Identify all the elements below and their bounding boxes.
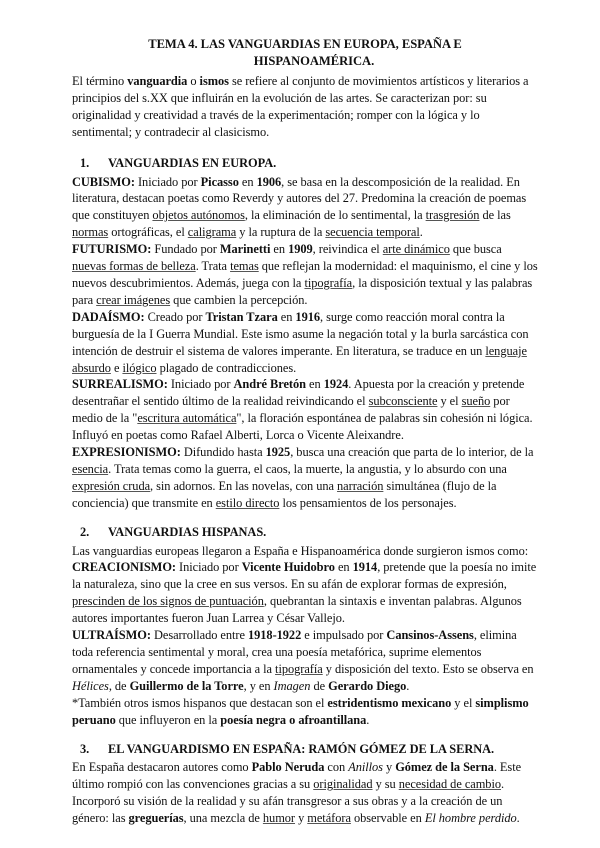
- paragraph-cubismo: CUBISMO: Iniciado por Picasso en 1906, se basa en la descomposición de la realidad. En literatura, destacan poetas como Reverdy y autores del 27. Predomina la creación de poemas que constituyen objetos autónomos, la eliminación de lo sentimental, la trasgresión de las normas ortográficas, el caligrama y la ruptura de la secuencia temporal.: [72, 174, 527, 240]
- paragraph-creacionismo: CREACIONISMO: Iniciado por Vicente Huidobro en 1914, pretende que la poesía no imite la naturaleza, sino que la cree en sus versos. En su afán de explorar formas de expresión, prescinden de los signos de puntuación, quebrantan la sintaxis e inventan palabras. Algunos autores importantes fueron Juan Larrea y César Vallejo.: [72, 560, 537, 626]
- paragraph-futurismo: FUTURISMO: Fundado por Marinetti en 1909, reivindica el arte dinámico que busca nuevas formas de belleza. Trata temas que reflejan la modernidad: el maquinismo, el cine y los nuevos descubrimientos. Además, juega con la tipografía, la disposición textual y las palabras para crear imágenes que cambien la percepción.: [72, 242, 538, 307]
- paragraph-ultraismo: ULTRAÍSMO: Desarrollado entre 1918-1922 e impulsado por Cansinos-Assens, elimina toda referencia sentimental y moral, crea una poesía metafórica, suprime elementos ornamentales y concede importancia a la tipografía y disposición del texto. Esto se observa en Hélices, de Guillermo de la Torre, y en Imagen de Gerardo Diego.: [72, 628, 534, 693]
- paragraph-surrealismo: SURREALISMO: Iniciado por André Bretón en 1924. Apuesta por la creación y pretende desentrañar el sentido último de la realidad reivindicando el subconsciente y el sueño por medio de la "escritura automática", la floración espontánea de palabras sin cohesión ni lógica. Influyó en poetas como Rafael Alberti, Lorca o Vicente Aleixandre.: [72, 377, 533, 443]
- term-ismos: ismos: [199, 74, 229, 88]
- section-heading-2: 2. VANGUARDIAS HISPANAS.: [80, 524, 267, 539]
- paragraph-dadaismo: DADAÍSMO: Creado por Tristan Tzara en 1916, surge como reacción moral contra la burguesía de la I Guerra Mundial. Este ismo asume la negación total y la burla sarcástica con intención de destruir el sistema de valores imperante. En literatura, se traduce en un lenguaje absurdo e ilógico plagado de contradicciones.: [72, 309, 529, 375]
- paragraph-gomez-de-la-serna: En España destacaron autores como Pablo Neruda con Anillos y Gómez de la Serna. Este último rompió con las convenciones gracias a su originalidad y su necesidad de cambio. Incorporó su visión de la realidad y su afán transgresor a sus obras y a la creación de un género: las greguerías, una mezcla de humor y metáfora observable en El hombre perdido.: [72, 760, 522, 826]
- paragraph-expresionismo: EXPRESIONISMO: Difundido hasta 1925, busca una creación que parta de lo interior, de la esencia. Trata temas como la guerra, el caos, la muerte, la angustia, y lo absurdo con una expresión cruda, sin adornos. En las novelas, con una narración simultánea (flujo de la conciencia) que transmite en estilo directo los pensamientos de los personajes.: [72, 445, 534, 510]
- title-line-2: HISPANOAMÉRICA.: [253, 53, 375, 68]
- title-line-1: TEMA 4. LAS VANGUARDIAS EN EUROPA, ESPAÑA E: [148, 37, 462, 51]
- document-page: [72, 36, 538, 827]
- page-title: [72, 36, 538, 69]
- section-heading-1: 1. VANGUARDIAS EN EUROPA.: [80, 155, 277, 170]
- term-vanguardia: vanguardia: [127, 74, 188, 88]
- paragraph-vanguardias-hispanas: Las vanguardias europeas llegaron a España e Hispanoamérica donde surgieron ismos como:: [72, 543, 529, 558]
- section-heading-3: 3. EL VANGUARDISMO EN ESPAÑA: RAMÓN GÓMEZ DE LA SERNA.: [80, 741, 495, 756]
- paragraph-note: *También otros ismos hispanos que destacan son el estridentismo mexicano y el simplismo peruano que influyeron en la poesía negra o afroantillana.: [72, 695, 529, 727]
- intro-paragraph: El término vanguardia o ismos se refiere al conjunto de movimientos artísticos y literarios a principios del s.XX que influirán en la evolución de las artes. Se caracterizan por: su originalidad y creatividad a través de la experimentación; romper con la lógica y lo sentimental; y contradecir al clasicismo.: [72, 74, 529, 139]
